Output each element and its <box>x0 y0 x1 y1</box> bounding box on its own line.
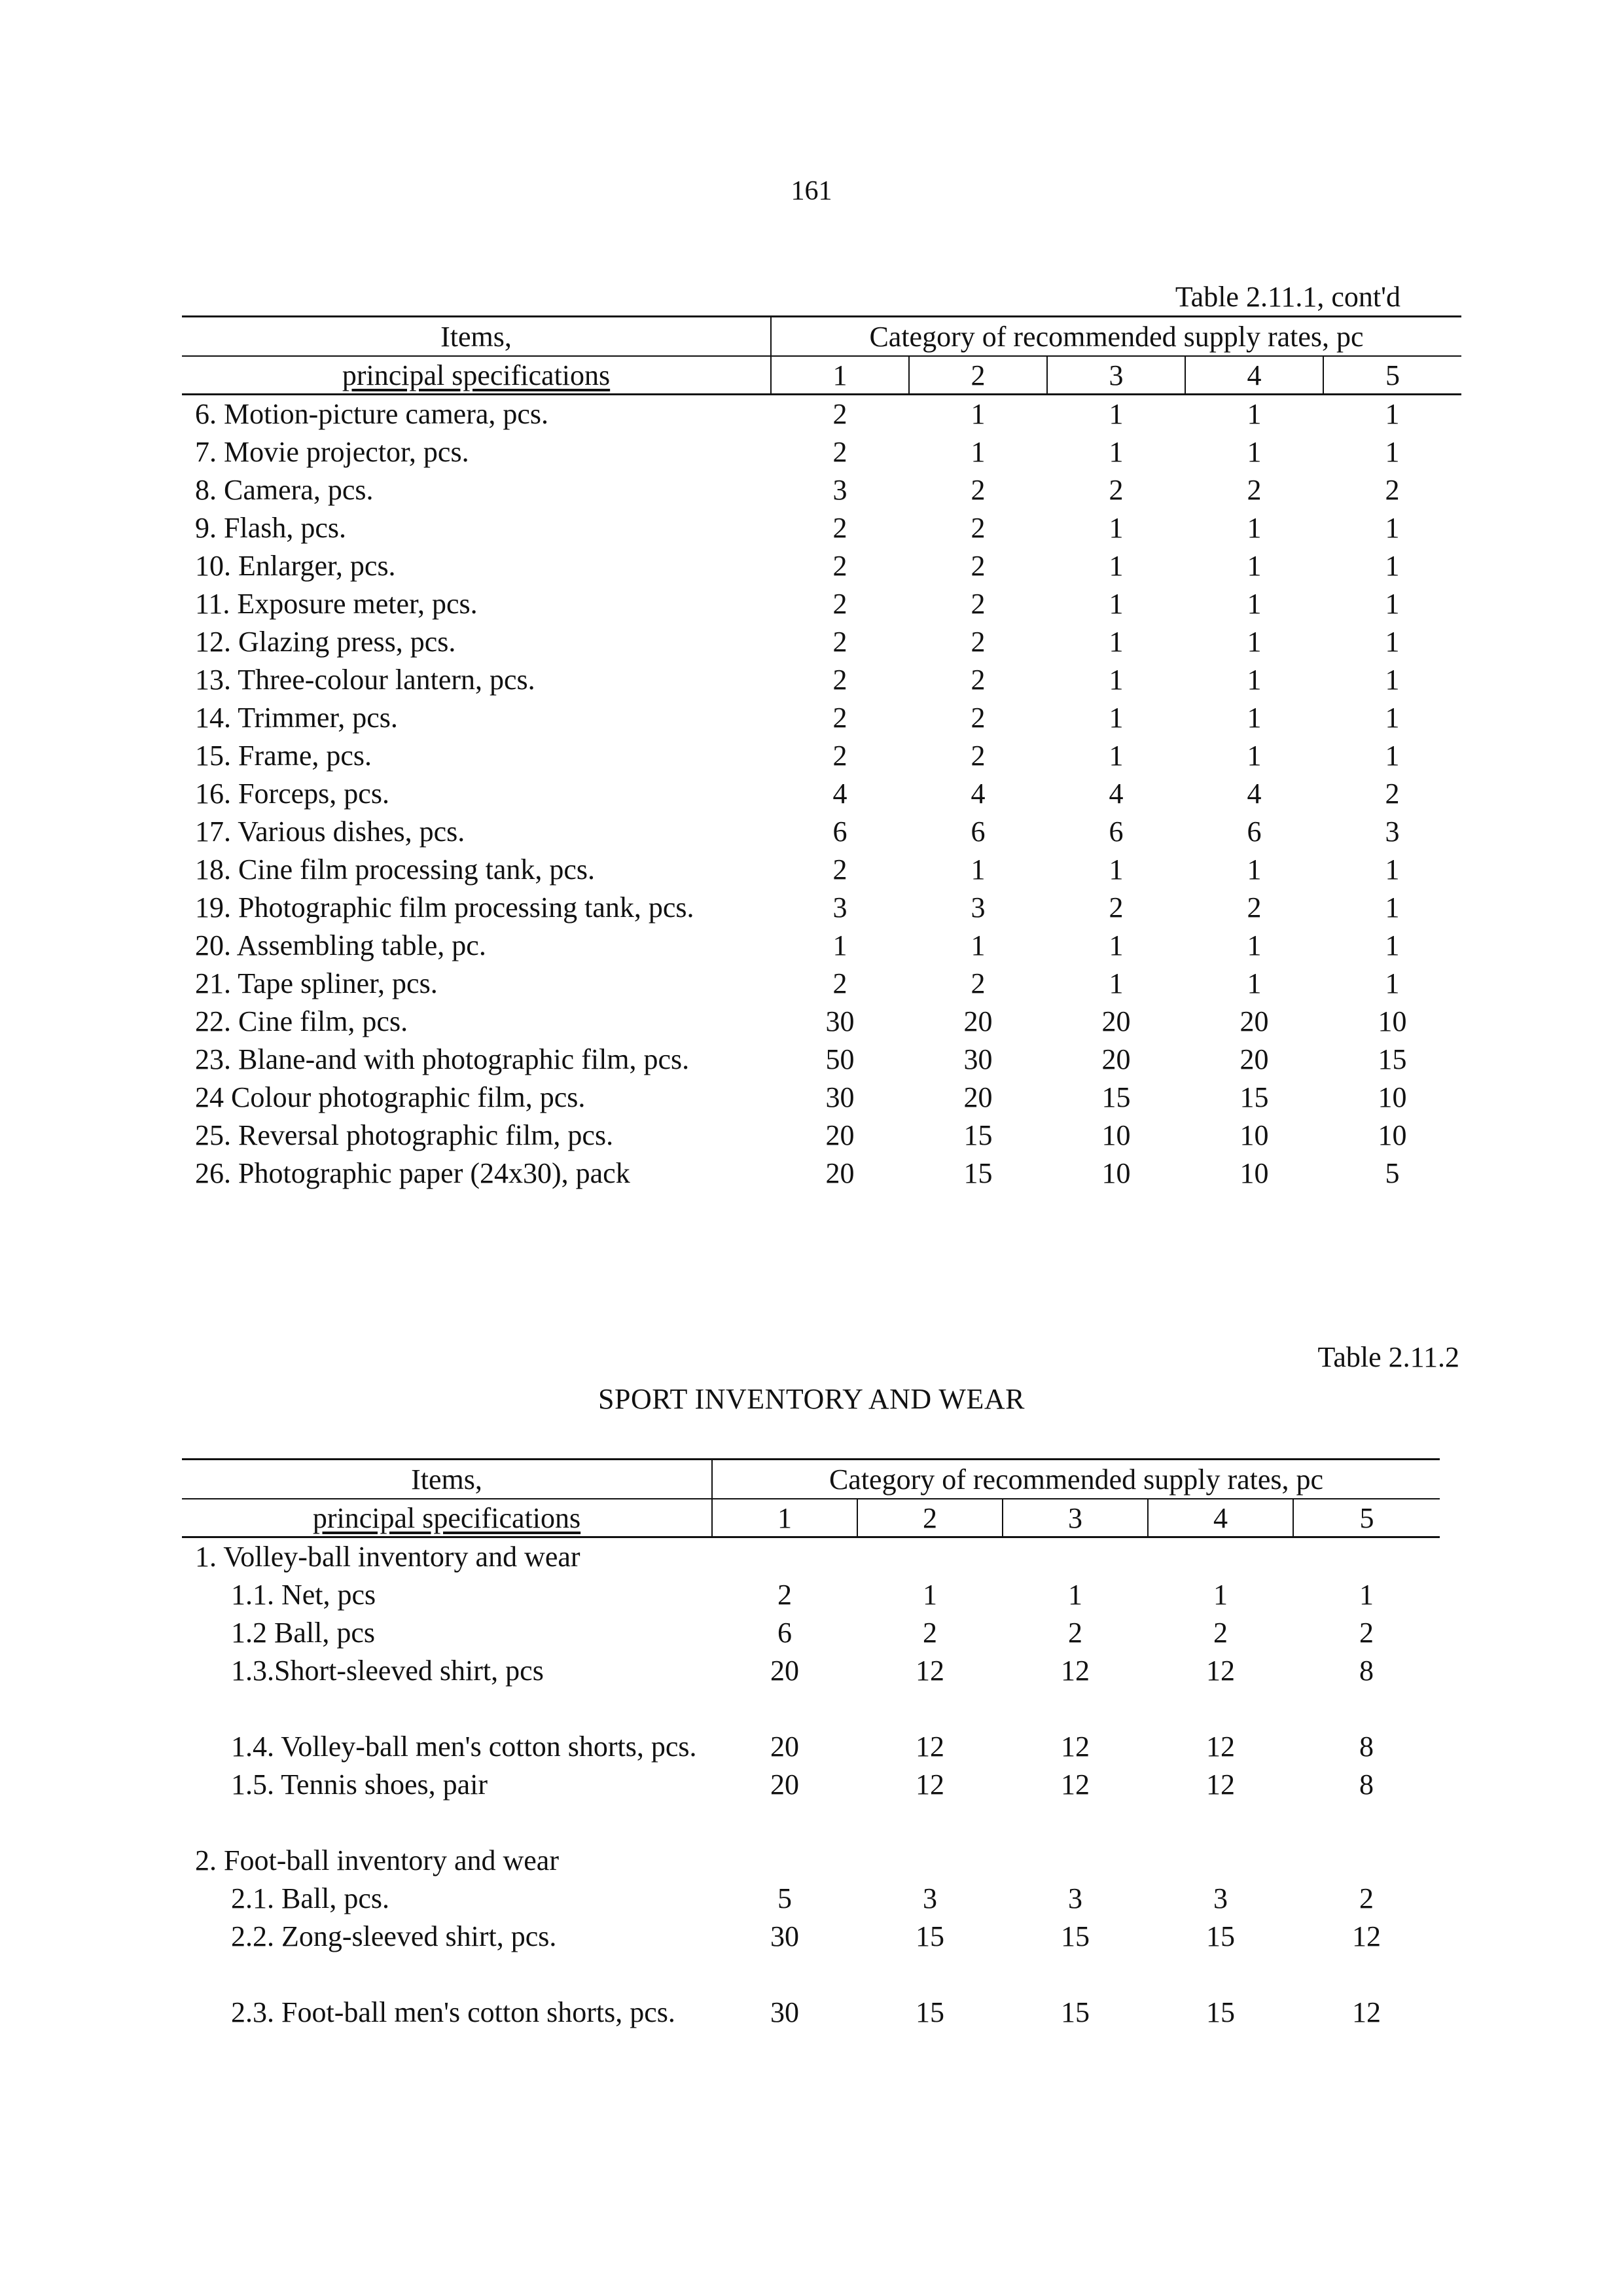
spacer-row <box>182 1690 1440 1728</box>
item-label: 25. Reversal photographic film, pcs. <box>195 1119 614 1151</box>
table-2-body <box>182 1537 1440 2032</box>
rate-cell: 4 <box>832 778 847 810</box>
rate-cell: 10 <box>1378 1081 1407 1113</box>
rate-cell: 2 <box>971 702 986 734</box>
rate-cell: 6 <box>971 816 986 848</box>
column-header: 2 <box>909 356 1047 395</box>
rate-cell <box>857 1842 1003 1880</box>
table-1-body <box>182 395 1461 1193</box>
item-label: 16. Forceps, pcs. <box>195 778 389 810</box>
table-2-caption: Table 2.11.2 <box>1317 1341 1459 1373</box>
rate-cell: 15 <box>916 1920 944 1952</box>
rate-cell: 2 <box>1109 891 1124 924</box>
item-label: 1.1. Net, pcs <box>231 1579 376 1611</box>
table-row <box>182 433 1461 471</box>
item-label: 1.5. Tennis shoes, pair <box>231 1768 488 1801</box>
rate-cell: 10 <box>1101 1157 1131 1189</box>
table-row <box>182 1766 1440 1804</box>
table-row <box>182 1576 1440 1614</box>
item-label: 1.2 Ball, pcs <box>231 1617 375 1649</box>
rate-cell: 6 <box>777 1617 792 1649</box>
rate-cell: 2 <box>832 702 847 734</box>
rate-cell: 2 <box>1247 474 1262 506</box>
rate-cell: 1 <box>1385 929 1400 961</box>
rate-cell: 1 <box>1247 626 1262 658</box>
rate-cell: 1 <box>1385 588 1400 620</box>
table-row <box>182 965 1461 1003</box>
rate-cell: 1 <box>1385 967 1400 999</box>
rate-cell <box>1003 1842 1148 1880</box>
rate-cell: 1 <box>923 1579 937 1611</box>
item-label: 2.1. Ball, pcs. <box>231 1882 389 1914</box>
item-label: 13. Three-colour lantern, pcs. <box>195 664 535 696</box>
item-label: 26. Photographic paper (24x30), pack <box>195 1157 630 1189</box>
table-row <box>182 737 1461 775</box>
rate-cell: 12 <box>1061 1731 1090 1763</box>
spacer-row <box>182 1804 1440 1842</box>
rate-cell: 15 <box>1061 1920 1090 1952</box>
rate-cell <box>712 1842 857 1880</box>
rate-cell: 1 <box>1109 664 1124 696</box>
table-row <box>182 1614 1440 1652</box>
rate-cell: 20 <box>1240 1005 1269 1037</box>
rate-cell: 1 <box>1109 929 1124 961</box>
table-row <box>182 1117 1461 1155</box>
table-row <box>182 851 1461 889</box>
rate-cell: 12 <box>916 1768 944 1801</box>
item-label: 9. Flash, pcs. <box>195 512 346 544</box>
rate-cell: 15 <box>963 1157 993 1189</box>
table-row <box>182 1041 1461 1079</box>
rate-cell: 20 <box>770 1731 799 1763</box>
rate-cell: 20 <box>825 1157 855 1189</box>
rate-cell: 3 <box>1068 1882 1082 1914</box>
rate-cell: 1 <box>1247 702 1262 734</box>
rate-cell: 2 <box>832 398 847 430</box>
table-row <box>182 547 1461 585</box>
rate-cell: 2 <box>971 664 986 696</box>
rate-cell: 15 <box>1061 1996 1090 2028</box>
rate-cell: 20 <box>770 1655 799 1687</box>
rate-cell: 1 <box>1359 1579 1374 1611</box>
rate-cell: 1 <box>971 853 986 886</box>
rate-cell: 20 <box>963 1081 993 1113</box>
rate-cell: 1 <box>1385 512 1400 544</box>
rate-cell: 12 <box>1352 1996 1381 2028</box>
rate-cell: 5 <box>1385 1157 1400 1189</box>
item-label: 2. Foot-ball inventory and wear <box>195 1844 559 1876</box>
rate-cell: 2 <box>832 512 847 544</box>
rate-cell: 1 <box>1385 740 1400 772</box>
rate-cell: 2 <box>971 967 986 999</box>
rate-cell: 5 <box>777 1882 792 1914</box>
table-row <box>182 1537 1440 1577</box>
rate-cell: 1 <box>971 436 986 468</box>
rate-cell <box>1293 1537 1440 1577</box>
rate-cell: 1 <box>1247 550 1262 582</box>
rate-cell: 1 <box>1109 740 1124 772</box>
table-row <box>182 1994 1440 2032</box>
table-row <box>182 699 1461 737</box>
table-row <box>182 1918 1440 1956</box>
rate-cell: 2 <box>1385 474 1400 506</box>
item-label: 20. Assembling table, pc. <box>195 929 486 961</box>
rate-cell: 15 <box>1240 1081 1269 1113</box>
rate-cell: 20 <box>1101 1005 1131 1037</box>
spacer-row <box>182 1956 1440 1994</box>
rate-cell <box>1148 1842 1293 1880</box>
table-row <box>182 1880 1440 1918</box>
rate-cell: 1 <box>1109 512 1124 544</box>
specifications-header: principal specifications <box>182 356 771 395</box>
table-row <box>182 623 1461 661</box>
item-label: 21. Tape spliner, pcs. <box>195 967 438 999</box>
rate-cell: 1 <box>1385 550 1400 582</box>
item-label: 7. Movie projector, pcs. <box>195 436 469 468</box>
category-header: Category of recommended supply rates, pc <box>771 317 1461 357</box>
table-row <box>182 1155 1461 1193</box>
item-label: 23. Blane-and with photographic film, pcs. <box>195 1043 690 1075</box>
rate-cell: 1 <box>1247 398 1262 430</box>
table-row <box>182 509 1461 547</box>
column-header: 3 <box>1003 1499 1148 1537</box>
table-row <box>182 585 1461 623</box>
rate-cell <box>1148 1537 1293 1577</box>
item-label: 1.4. Volley-ball men's cotton shorts, pcs. <box>231 1731 697 1763</box>
rate-cell: 2 <box>971 512 986 544</box>
rate-cell: 20 <box>1101 1043 1131 1075</box>
column-header: 2 <box>857 1499 1003 1537</box>
item-label: 14. Trimmer, pcs. <box>195 702 398 734</box>
rate-cell: 1 <box>1247 929 1262 961</box>
rate-cell: 1 <box>1109 588 1124 620</box>
rate-cell: 1 <box>1385 626 1400 658</box>
table-row <box>182 1079 1461 1117</box>
rate-cell: 2 <box>832 550 847 582</box>
rate-cell: 20 <box>963 1005 993 1037</box>
rate-cell: 2 <box>832 967 847 999</box>
rate-cell: 1 <box>1385 853 1400 886</box>
table-row <box>182 1003 1461 1041</box>
rate-cell: 30 <box>963 1043 993 1075</box>
item-label: 2.2. Zong-sleeved shirt, pcs. <box>231 1920 557 1952</box>
rate-cell: 8 <box>1359 1768 1374 1801</box>
rate-cell: 2 <box>1109 474 1124 506</box>
rate-cell: 6 <box>1247 816 1262 848</box>
table-row <box>182 395 1461 434</box>
column-header: 3 <box>1047 356 1185 395</box>
items-header: Items, <box>440 320 512 353</box>
rate-cell: 4 <box>1109 778 1124 810</box>
column-header: 1 <box>771 356 909 395</box>
rate-cell: 6 <box>832 816 847 848</box>
table-row <box>182 1652 1440 1690</box>
rate-cell: 15 <box>1206 1996 1235 2028</box>
rate-cell: 1 <box>1247 967 1262 999</box>
rate-cell: 2 <box>832 588 847 620</box>
rate-cell: 20 <box>1240 1043 1269 1075</box>
rate-cell: 3 <box>923 1882 937 1914</box>
rate-cell: 15 <box>963 1119 993 1151</box>
rate-cell: 12 <box>1061 1655 1090 1687</box>
table-row <box>182 927 1461 965</box>
rate-cell: 2 <box>971 550 986 582</box>
rate-cell: 2 <box>971 588 986 620</box>
table-row <box>182 775 1461 813</box>
rate-cell: 2 <box>1359 1617 1374 1649</box>
rate-cell: 8 <box>1359 1655 1374 1687</box>
rate-cell: 10 <box>1378 1005 1407 1037</box>
item-label: 6. Motion-picture camera, pcs. <box>195 398 549 430</box>
rate-cell: 12 <box>1352 1920 1381 1952</box>
rate-cell: 2 <box>1247 891 1262 924</box>
rate-cell: 1 <box>1247 588 1262 620</box>
rate-cell: 2 <box>832 436 847 468</box>
column-header: 1 <box>712 1499 857 1537</box>
rate-cell: 1 <box>1109 967 1124 999</box>
rate-cell <box>712 1537 857 1577</box>
rate-cell: 1 <box>1109 550 1124 582</box>
rate-cell: 2 <box>777 1579 792 1611</box>
rate-cell: 10 <box>1378 1119 1407 1151</box>
table-row <box>182 471 1461 509</box>
column-header: 4 <box>1185 356 1323 395</box>
rate-cell: 2 <box>832 664 847 696</box>
column-header: 4 <box>1148 1499 1293 1537</box>
table-row <box>182 1842 1440 1880</box>
item-label: 11. Exposure meter, pcs. <box>195 588 478 620</box>
item-label: 10. Enlarger, pcs. <box>195 550 396 582</box>
item-label: 18. Cine film processing tank, pcs. <box>195 853 596 886</box>
item-label: 24 Colour photographic film, pcs. <box>195 1081 586 1113</box>
table-row <box>182 1728 1440 1766</box>
rate-cell: 15 <box>916 1996 944 2028</box>
table-1-caption: Table 2.11.1, cont'd <box>1175 281 1400 313</box>
item-label: 15. Frame, pcs. <box>195 740 372 772</box>
rate-cell: 1 <box>1247 436 1262 468</box>
rate-cell: 1 <box>1109 853 1124 886</box>
rate-cell: 2 <box>923 1617 937 1649</box>
item-label: 12. Glazing press, pcs. <box>195 626 456 658</box>
rate-cell: 20 <box>825 1119 855 1151</box>
rate-cell: 2 <box>832 626 847 658</box>
rate-cell: 2 <box>1213 1617 1228 1649</box>
rate-cell: 2 <box>1359 1882 1374 1914</box>
items-header: Items, <box>411 1463 482 1496</box>
rate-cell: 10 <box>1240 1119 1269 1151</box>
rate-cell: 15 <box>1101 1081 1131 1113</box>
rate-cell: 2 <box>971 474 986 506</box>
rate-cell: 3 <box>832 474 847 506</box>
rate-cell: 3 <box>1385 816 1400 848</box>
page-number: 161 <box>791 176 832 206</box>
rate-cell: 1 <box>1385 664 1400 696</box>
rate-cell: 2 <box>971 626 986 658</box>
rate-cell: 2 <box>832 740 847 772</box>
rate-cell: 30 <box>825 1081 855 1113</box>
rate-cell: 2 <box>1385 778 1400 810</box>
rate-cell: 1 <box>1247 664 1262 696</box>
rate-cell: 1 <box>1385 436 1400 468</box>
rate-cell: 12 <box>1061 1768 1090 1801</box>
item-label: 8. Camera, pcs. <box>195 474 374 506</box>
rate-cell: 12 <box>916 1655 944 1687</box>
rate-cell: 4 <box>1247 778 1262 810</box>
rate-cell: 15 <box>1378 1043 1407 1075</box>
table-row <box>182 813 1461 851</box>
rate-cell <box>857 1537 1003 1577</box>
rate-cell: 1 <box>1109 398 1124 430</box>
rate-cell <box>1003 1537 1148 1577</box>
rate-cell: 1 <box>1109 436 1124 468</box>
rate-cell: 1 <box>1247 740 1262 772</box>
rate-cell: 50 <box>825 1043 855 1075</box>
rate-cell: 2 <box>1068 1617 1082 1649</box>
rate-cell: 1 <box>971 398 986 430</box>
rate-cell <box>1293 1842 1440 1880</box>
rate-cell: 8 <box>1359 1731 1374 1763</box>
rate-cell: 1 <box>1213 1579 1228 1611</box>
rate-cell: 3 <box>971 891 986 924</box>
rate-cell: 30 <box>770 1920 799 1952</box>
table-row <box>182 889 1461 927</box>
rate-cell: 12 <box>1206 1731 1235 1763</box>
rate-cell: 3 <box>1213 1882 1228 1914</box>
category-header: Category of recommended supply rates, pc <box>712 1460 1440 1499</box>
rate-cell: 1 <box>1068 1579 1082 1611</box>
rate-cell: 15 <box>1206 1920 1235 1952</box>
specifications-header: principal specifications <box>182 1499 712 1537</box>
item-label: 1.3.Short-sleeved shirt, pcs <box>231 1655 544 1687</box>
rate-cell: 30 <box>825 1005 855 1037</box>
item-label: 19. Photographic film processing tank, pcs. <box>195 891 694 924</box>
rate-cell: 30 <box>770 1996 799 2028</box>
rate-cell: 20 <box>770 1768 799 1801</box>
column-header: 5 <box>1323 356 1461 395</box>
rate-cell: 1 <box>1247 512 1262 544</box>
rate-cell: 12 <box>1206 1655 1235 1687</box>
item-label: 17. Various dishes, pcs. <box>195 816 465 848</box>
table-row <box>182 661 1461 699</box>
item-label: 2.3. Foot-ball men's cotton shorts, pcs. <box>231 1996 675 2028</box>
table-2 <box>182 1458 1440 2032</box>
rate-cell: 1 <box>1247 853 1262 886</box>
rate-cell: 12 <box>916 1731 944 1763</box>
item-label: 22. Cine film, pcs. <box>195 1005 408 1037</box>
rate-cell: 1 <box>1109 702 1124 734</box>
rate-cell: 1 <box>1385 891 1400 924</box>
rate-cell: 1 <box>971 929 986 961</box>
column-header: 5 <box>1293 1499 1440 1537</box>
rate-cell: 2 <box>832 853 847 886</box>
rate-cell: 1 <box>1109 626 1124 658</box>
rate-cell: 1 <box>1385 398 1400 430</box>
table-2-title: SPORT INVENTORY AND WEAR <box>598 1383 1025 1415</box>
rate-cell: 10 <box>1240 1157 1269 1189</box>
table-1 <box>182 315 1461 1193</box>
rate-cell: 12 <box>1206 1768 1235 1801</box>
rate-cell: 3 <box>832 891 847 924</box>
rate-cell: 1 <box>1385 702 1400 734</box>
rate-cell: 4 <box>971 778 986 810</box>
rate-cell: 10 <box>1101 1119 1131 1151</box>
rate-cell: 2 <box>971 740 986 772</box>
item-label: 1. Volley-ball inventory and wear <box>195 1541 580 1573</box>
rate-cell: 1 <box>832 929 847 961</box>
rate-cell: 6 <box>1109 816 1124 848</box>
